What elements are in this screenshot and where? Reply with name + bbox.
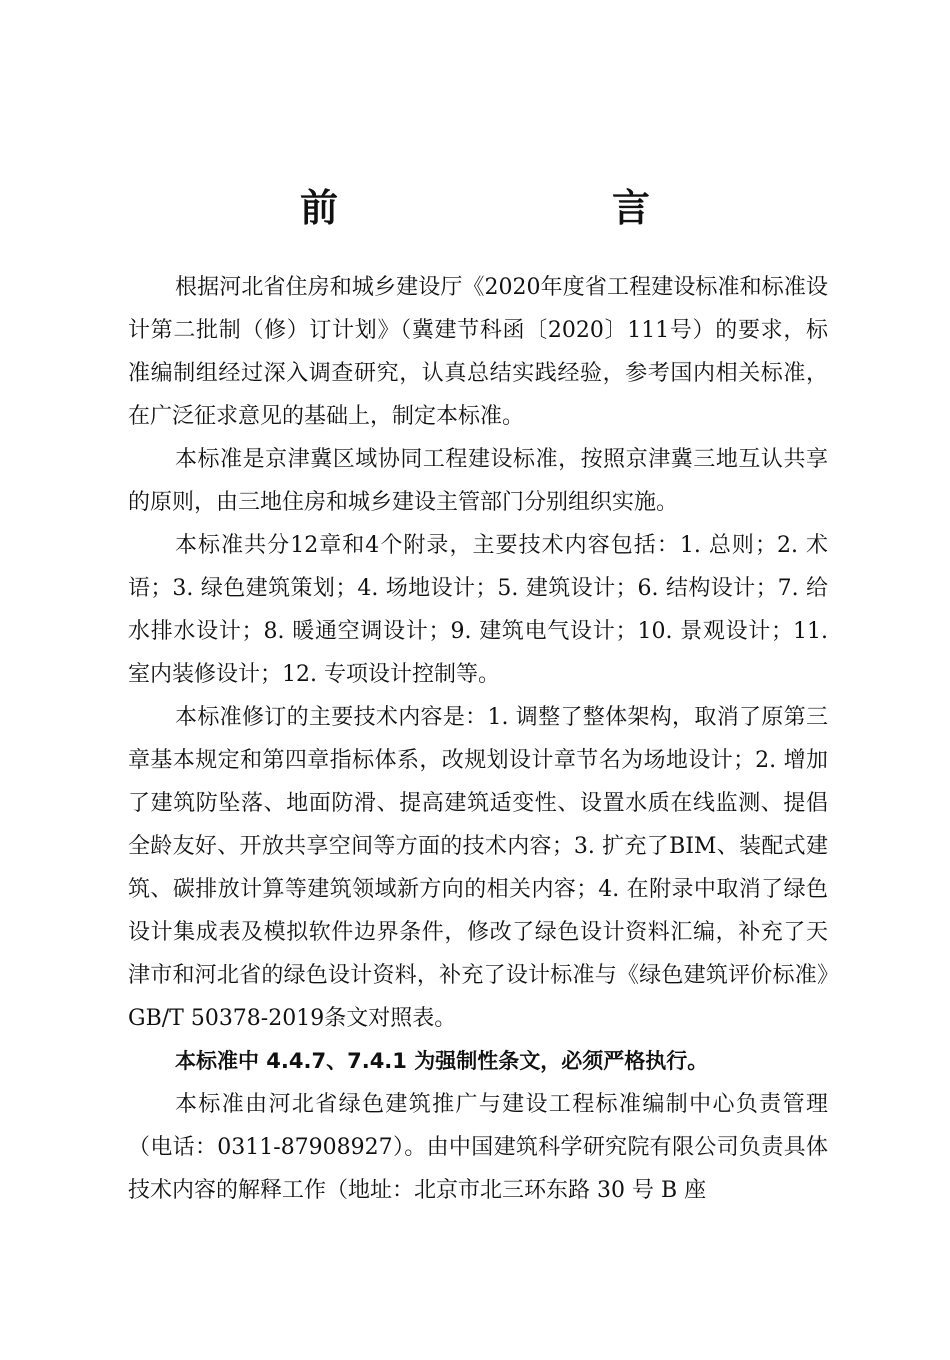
paragraph-revisions: 本标准修订的主要技术内容是：1. 调整了整体架构，取消了原第三章基本规定和第四章指标体系，改规划设计章节名为场地设计；2. 增加了建筑防坠落、地面防滑、提高建筑适变性、设置水质在线监测、提倡全龄友好、开放共享空间等方面的技术内容；3. 扩充了BIM、装配式建筑、碳排放计算等建筑领域新方向的相关内容；4. 在附录中取消了绿色设计集成表及模拟软件边界条件，修改了绿色设计资料汇编，补充了天津市和河北省的绿色设计资料，补充了设计标准与《绿色建筑评价标准》GB/T 50378-2019条文对照表。 — [128, 705, 828, 1031]
paragraph-contents: 本标准共分12章和4个附录，主要技术内容包括：1. 总则；2. 术语；3. 绿色建筑策划；4. 场地设计；5. 建筑设计；6. 结构设计；7. 给水排水设计；8. 暖通空调设计；9. 建筑电气设计；10. 景观设计；11. 室内装修设计；12. 专项设计控制等。 — [128, 533, 828, 687]
preface-body — [128, 266, 828, 1212]
paragraph-management: 本标准由河北省绿色建筑推广与建设工程标准编制中心负责管理（电话：0311-87908927）。由中国建筑科学研究院有限公司负责具体技术内容的解释工作（地址：北京市北三环东路 30 号 B 座 — [128, 1092, 828, 1203]
paragraph-mandatory-clauses: 本标准中 4.4.7、7.4.1 为强制性条文，必须严格执行。 — [175, 1049, 709, 1073]
page-title: 前 言 — [299, 186, 716, 230]
paragraph-regional-standard: 本标准是京津冀区域协同工程建设标准，按照京津冀三地互认共享的原则，由三地住房和城乡建设主管部门分别组织实施。 — [128, 447, 828, 515]
paragraph-basis: 根据河北省住房和城乡建设厅《2020年度省工程建设标准和标准设计第二批制（修）订计划》（冀建节科函〔2020〕111号）的要求，标准编制组经过深入调查研究，认真总结实践经验，参考国内相关标准，在广泛征求意见的基础上，制定本标准。 — [128, 275, 828, 429]
